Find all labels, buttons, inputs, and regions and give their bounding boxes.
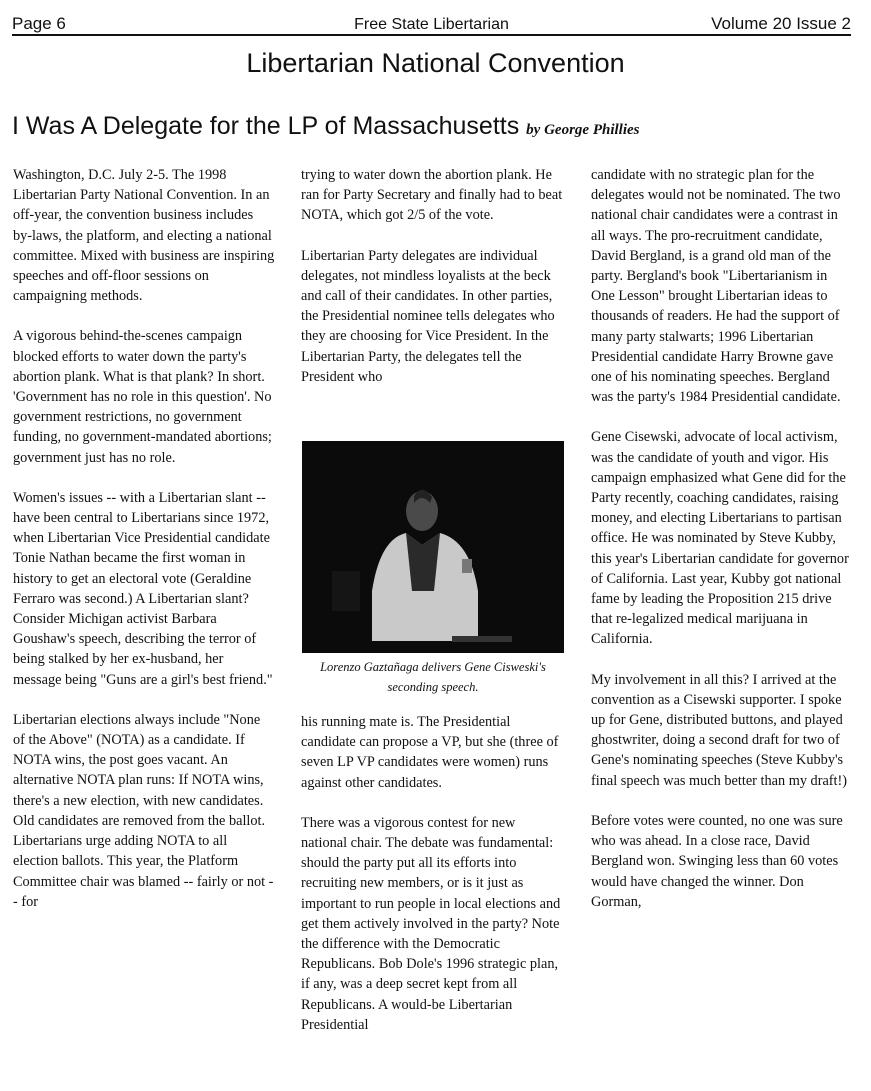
paragraph: Washington, D.C. July 2-5. The 1998 Libertarian Party National Convention. In an off-year, the convention business includes by-laws, the platform, and electing a national committee. Mixed with business are inspiring speeches and off-floor sessions on campaigning methods. bbox=[13, 167, 275, 305]
paragraph: Gene Cisewski, advocate of local activism, was the candidate of youth and vigor. His campaign emphasized what Gene did for the Party recently, coaching candidates, raising money, and electing Libertarians to partisan office. He was nominated by Steve Kubby, this year's Libertarian candidate for governor of California. Last year, Kubby got national fame by leading the Proposition 215 drive that re-legalized medical marijuana in California. bbox=[591, 429, 849, 648]
speaker-photo-image bbox=[302, 441, 564, 653]
article-title bbox=[12, 112, 640, 141]
paragraph: A vigorous behind-the-scenes campaign blocked efforts to water down the party's abortion plank. What is that plank? In short. 'Government has no role in this question'. No government restrictions, no government funding, no government-mandated abortions; government just has no role. bbox=[13, 328, 272, 466]
paragraph: trying to water down the abortion plank. He ran for Party Secretary and finally had to beat NOTA, which got 2/5 of the vote. bbox=[301, 167, 563, 224]
page-number: Page 6 bbox=[12, 14, 66, 33]
article-headline: I Was A Delegate for the LP of Massachusetts bbox=[12, 112, 520, 140]
paragraph: Libertarian elections always include "None of the Above" (NOTA) as a candidate. If NOTA wins, the post goes vacant. An alternative NOTA plan runs: If NOTA wins, there's a new election, with new candidates. Old candidates are removed from the ballot. Libertarians urge adding NOTA to all election ballots. This year, the Platform Committee chair was blamed -- fairly or not -- for bbox=[13, 711, 274, 910]
page-header bbox=[12, 10, 851, 36]
issue-label: Volume 20 Issue 2 bbox=[711, 14, 852, 33]
column-2-bottom bbox=[301, 712, 563, 1055]
section-title: Libertarian National Convention bbox=[246, 48, 625, 78]
photo-caption: Lorenzo Gaztañaga delivers Gene Cisweski's seconding speech. bbox=[320, 660, 546, 694]
paragraph: Before votes were counted, no one was sure who was ahead. In a close race, David Bergland won. Swinging less than 60 votes would have changed the winner. Don Gorman, bbox=[591, 812, 843, 910]
paragraph: his running mate is. The Presidential candidate can propose a VP, but she (three of seven LP VP candidates were women) runs against other candidates. bbox=[301, 714, 559, 791]
article-byline: by George Phillies bbox=[526, 122, 640, 138]
publication-name: Free State Libertarian bbox=[354, 16, 509, 33]
paragraph: Libertarian Party delegates are individual delegates, not mindless loyalists at the beck and call of their candidates. In other parties, the Presidential nominee tells delegates who they are choosing for Vice President. In the Libertarian Party, the delegates tell the President who bbox=[301, 247, 555, 385]
paragraph: candidate with no strategic plan for the delegates would not be nominated. The two national chair candidates were a contrast in all ways. The pro-recruitment candidate, David Bergland, is a grand old man of the party. Bergland's book "Libertarianism in One Lesson" brought Libertarian ideas to thousands of readers. He had the support of many party stalwarts; 1996 Libertarian Presidential candidate Harry Browne gave one of his nominating speeches. Bergland was the party's 1984 Presidential candidate. bbox=[591, 167, 841, 406]
paragraph: Women's issues -- with a Libertarian slant -- have been central to Libertarians since 1972, when Libertarian Vice Presidential candidate Tonie Nathan became the first woman in history to get an electoral vote (Geraldine Ferraro was second.) A Libertarian slant? Consider Michigan activist Barbara Goushaw's speech, describing the terror of being stalked by her ex-husband, her message being "Guns are a girl's best friend." bbox=[13, 489, 273, 688]
speaker-photo bbox=[302, 441, 564, 653]
column-3 bbox=[591, 165, 853, 932]
column-2-top bbox=[301, 165, 563, 407]
paragraph: My involvement in all this? I arrived at the convention as a Cisewski supporter. I spoke up for Gene, distributed buttons, and played ghostwriter, doing a second draft for two of Gene's nominating speeches (Steve Kubby's final speech was much better than my draft!) bbox=[591, 671, 848, 789]
paragraph: There was a vigorous contest for new national chair. The debate was fundamental: should the party put all its efforts into recruiting new members, or is it just as important to run people in local elections and get them actively involved in the party? Note the difference with the Democratic Republicans. Bob Dole's 1996 strategic plan, if any, was a deep secret kept from all Republicans. A would-be Libertarian Presidential bbox=[301, 814, 561, 1033]
column-1 bbox=[13, 165, 275, 932]
